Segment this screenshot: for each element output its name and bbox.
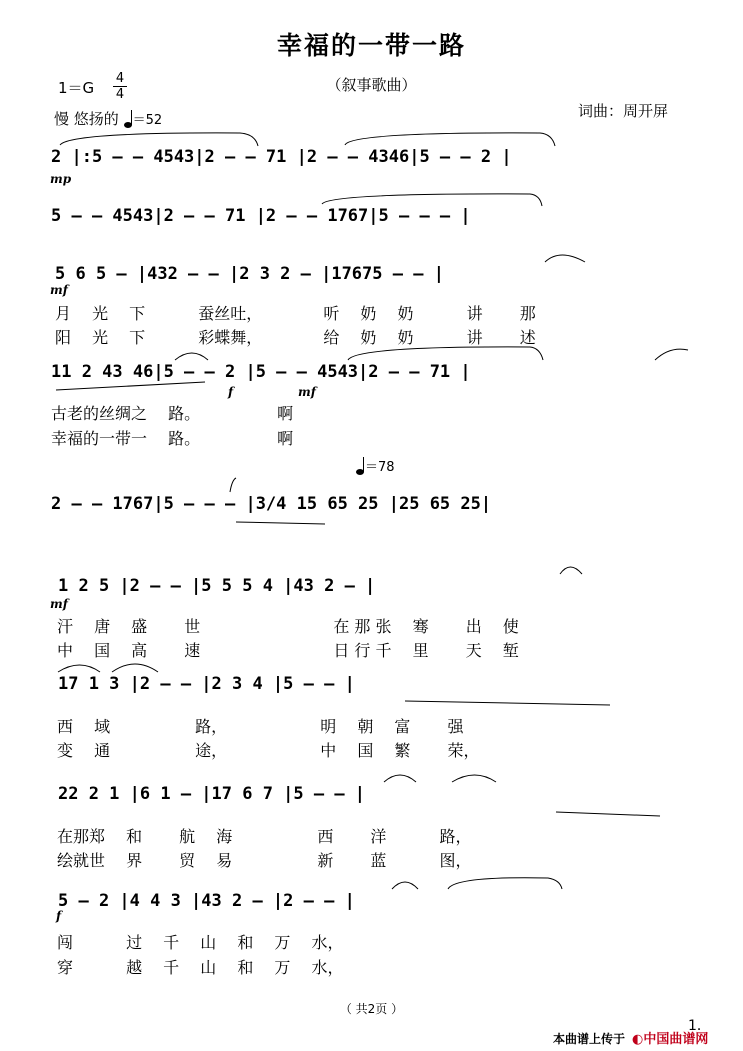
dynamic-mf-2: mf bbox=[298, 385, 316, 399]
system-1-notes: 2 |:5 – – 4543|2 – – 71 |2 – – 4346|5 – – 2 | bbox=[51, 147, 512, 167]
crescendo-line bbox=[56, 382, 205, 390]
slur bbox=[655, 349, 688, 360]
page-title: 幸福的一带一路 bbox=[276, 31, 466, 60]
slur bbox=[58, 665, 100, 672]
slur bbox=[560, 567, 582, 574]
tie-line bbox=[405, 701, 610, 705]
system-6-lyrics-1: 汗 唐 盛 世 在 那 张 骞 出 使 bbox=[57, 617, 519, 636]
system-5-notes: 2 – – 1767|5 – – – |3/4 15 65 25 |25 65 25| bbox=[51, 494, 492, 514]
time-top: 4 bbox=[115, 71, 125, 86]
credits: 词曲：周开屏 bbox=[578, 102, 669, 120]
upload-text: 本曲谱上传于 bbox=[553, 1032, 626, 1046]
system-2-notes: 5 – – 4543|2 – – 71 |2 – – 1767|5 – – – | bbox=[51, 206, 471, 226]
dynamic-mf-3: mf bbox=[50, 597, 68, 611]
system-8-notes: 22 2 1 |6 1 – |17 6 7 |5 – – | bbox=[58, 784, 366, 804]
key-signature: 1＝G bbox=[58, 79, 95, 97]
system-6-notes: 1 2 5 |2 – – |5 5 5 4 |43 2 – | bbox=[58, 576, 376, 596]
system-9-lyrics-1: 闯 过 千 山 和 万 水， bbox=[57, 933, 344, 952]
system-3-lyrics-1: 月 光 下 蚕丝吐， 听 奶 奶 讲 那 bbox=[55, 304, 536, 323]
dynamic-mp: mp bbox=[50, 172, 72, 186]
tempo-change-value: ＝78 bbox=[365, 460, 395, 475]
system-4-lyrics-2: 幸福的一带一 路。 啊 bbox=[51, 429, 294, 448]
slur bbox=[175, 353, 208, 360]
site-name: 中国曲谱网 bbox=[643, 1032, 709, 1047]
ties bbox=[56, 382, 660, 816]
system-9-notes: 5 – 2 |4 4 3 |43 2 – |2 – – | bbox=[58, 891, 355, 911]
slur bbox=[112, 664, 158, 672]
dynamic-mf: mf bbox=[50, 283, 68, 297]
slur bbox=[345, 133, 555, 146]
system-3-notes: 5 6 5 – |432 – – |2 3 2 – |17675 – – | bbox=[55, 264, 444, 284]
dynamic-f: f bbox=[228, 385, 234, 399]
system-4-lyrics-1: 古老的丝绸之 路。 啊 bbox=[51, 404, 294, 423]
tie-line bbox=[556, 812, 660, 816]
page-number: 1． bbox=[688, 1018, 711, 1034]
site-logo[interactable] bbox=[632, 1028, 708, 1047]
slur bbox=[545, 255, 585, 262]
slur bbox=[60, 133, 258, 146]
page-subtitle: （叙事歌曲） bbox=[326, 76, 417, 94]
tempo-value: ＝52 bbox=[132, 113, 163, 128]
system-3-lyrics-2: 阳 光 下 彩蝶舞， 给 奶 奶 讲 述 bbox=[55, 328, 536, 347]
tie-line bbox=[236, 522, 325, 524]
slur bbox=[348, 347, 543, 360]
system-4-notes: 11 2 43 46|5 – – 2 |5 – – 4543|2 – – 71 | bbox=[51, 362, 471, 382]
system-8-lyrics-1: 在那郑 和 航 海 西 洋 路， bbox=[57, 827, 472, 846]
tempo-text: 慢 悠扬的 bbox=[54, 110, 119, 128]
time-bottom: 4 bbox=[115, 87, 125, 102]
slur bbox=[448, 878, 562, 889]
system-6-lyrics-2: 中 国 高 速 日 行 千 里 天 堑 bbox=[57, 641, 519, 660]
slur bbox=[384, 775, 416, 782]
system-9-lyrics-2: 穿 越 千 山 和 万 水， bbox=[57, 958, 344, 977]
slurs bbox=[58, 133, 688, 889]
system-8-lyrics-2: 绘就世 界 贸 易 新 蓝 图， bbox=[57, 851, 472, 870]
slur bbox=[452, 775, 496, 782]
logo-icon: ◐ bbox=[632, 1032, 644, 1047]
slur bbox=[322, 194, 542, 206]
system-7-lyrics-2: 变 通 途， 中 国 繁 荣， bbox=[57, 741, 480, 760]
dynamic-f-2: f bbox=[56, 909, 62, 923]
system-7-notes: 17 1 3 |2 – – |2 3 4 |5 – – | bbox=[58, 674, 355, 694]
system-7-lyrics-1: 西 域 路， 明 朝 富 强 bbox=[57, 717, 464, 736]
slur bbox=[392, 882, 418, 889]
slur bbox=[230, 478, 236, 492]
page-count: （ 共2页 ） bbox=[339, 1002, 404, 1016]
